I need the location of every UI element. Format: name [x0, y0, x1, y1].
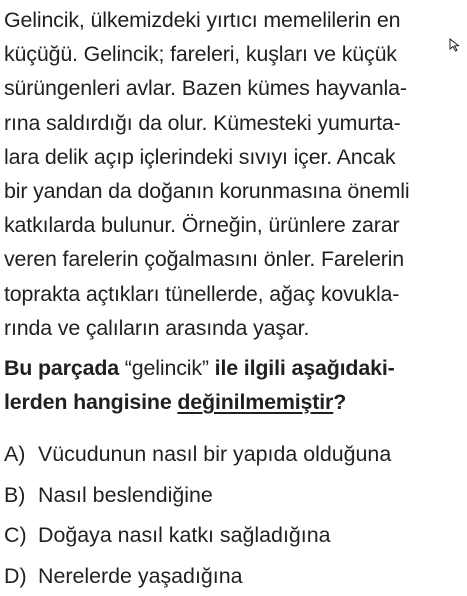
question-mark: ? [333, 390, 346, 414]
option-letter: B) [4, 475, 38, 516]
question-line-2 [4, 385, 466, 419]
passage-line: toprakta açtıkları tünellerde, ağaç kovukla- [4, 277, 466, 311]
passage-line: sürüngenleri avlar. Bazen kümes hayvanla- [4, 71, 466, 105]
passage-line: veren farelerin çoğalmasını önler. Farelerin [4, 242, 466, 276]
option-text: Nasıl beslendiğine [38, 483, 213, 507]
answer-options [4, 434, 466, 596]
passage-line: katkılarda bulunur. Örneğin, ürünlere zarar [4, 208, 466, 242]
option-text: Vücudunun nasıl bir yapıda olduğuna [38, 442, 391, 466]
passage-line: rına saldırdığı da olur. Kümesteki yumurta- [4, 106, 466, 140]
option-letter: C) [4, 515, 38, 556]
option-letter: A) [4, 434, 38, 475]
question-stem [4, 351, 466, 419]
passage-line: rında ve çalıların arasında yaşar. [4, 311, 466, 345]
reading-passage [4, 3, 466, 345]
answer-option-d[interactable] [4, 556, 466, 596]
question-quoted-term: “gelincik” [119, 356, 215, 380]
answer-option-b[interactable] [4, 475, 466, 516]
option-text: Nerelerde yaşadığına [38, 564, 243, 588]
question-negation-underlined: değinilmemiştir [177, 390, 333, 414]
passage-line: bir yandan da doğanın korunmasına önemli [4, 174, 466, 208]
answer-option-a[interactable] [4, 434, 466, 475]
option-text: Doğaya nasıl katkı sağladığına [38, 523, 331, 547]
mouse-cursor-icon [449, 38, 461, 52]
question-line-1 [4, 351, 466, 385]
question-bold-text: lerden hangisine [4, 390, 177, 414]
passage-line: küçüğü. Gelincik; fareleri, kuşları ve küçük [4, 37, 466, 71]
passage-line: lara delik açıp içlerindeki sıvıyı içer. Ancak [4, 140, 466, 174]
option-letter: D) [4, 556, 38, 596]
question-bold-text: ile ilgili aşağıdaki- [215, 356, 395, 380]
question-bold-text: Bu parçada [4, 356, 119, 380]
answer-option-c[interactable] [4, 515, 466, 556]
passage-line: Gelincik, ülkemizdeki yırtıcı memelilerin en [4, 3, 466, 37]
